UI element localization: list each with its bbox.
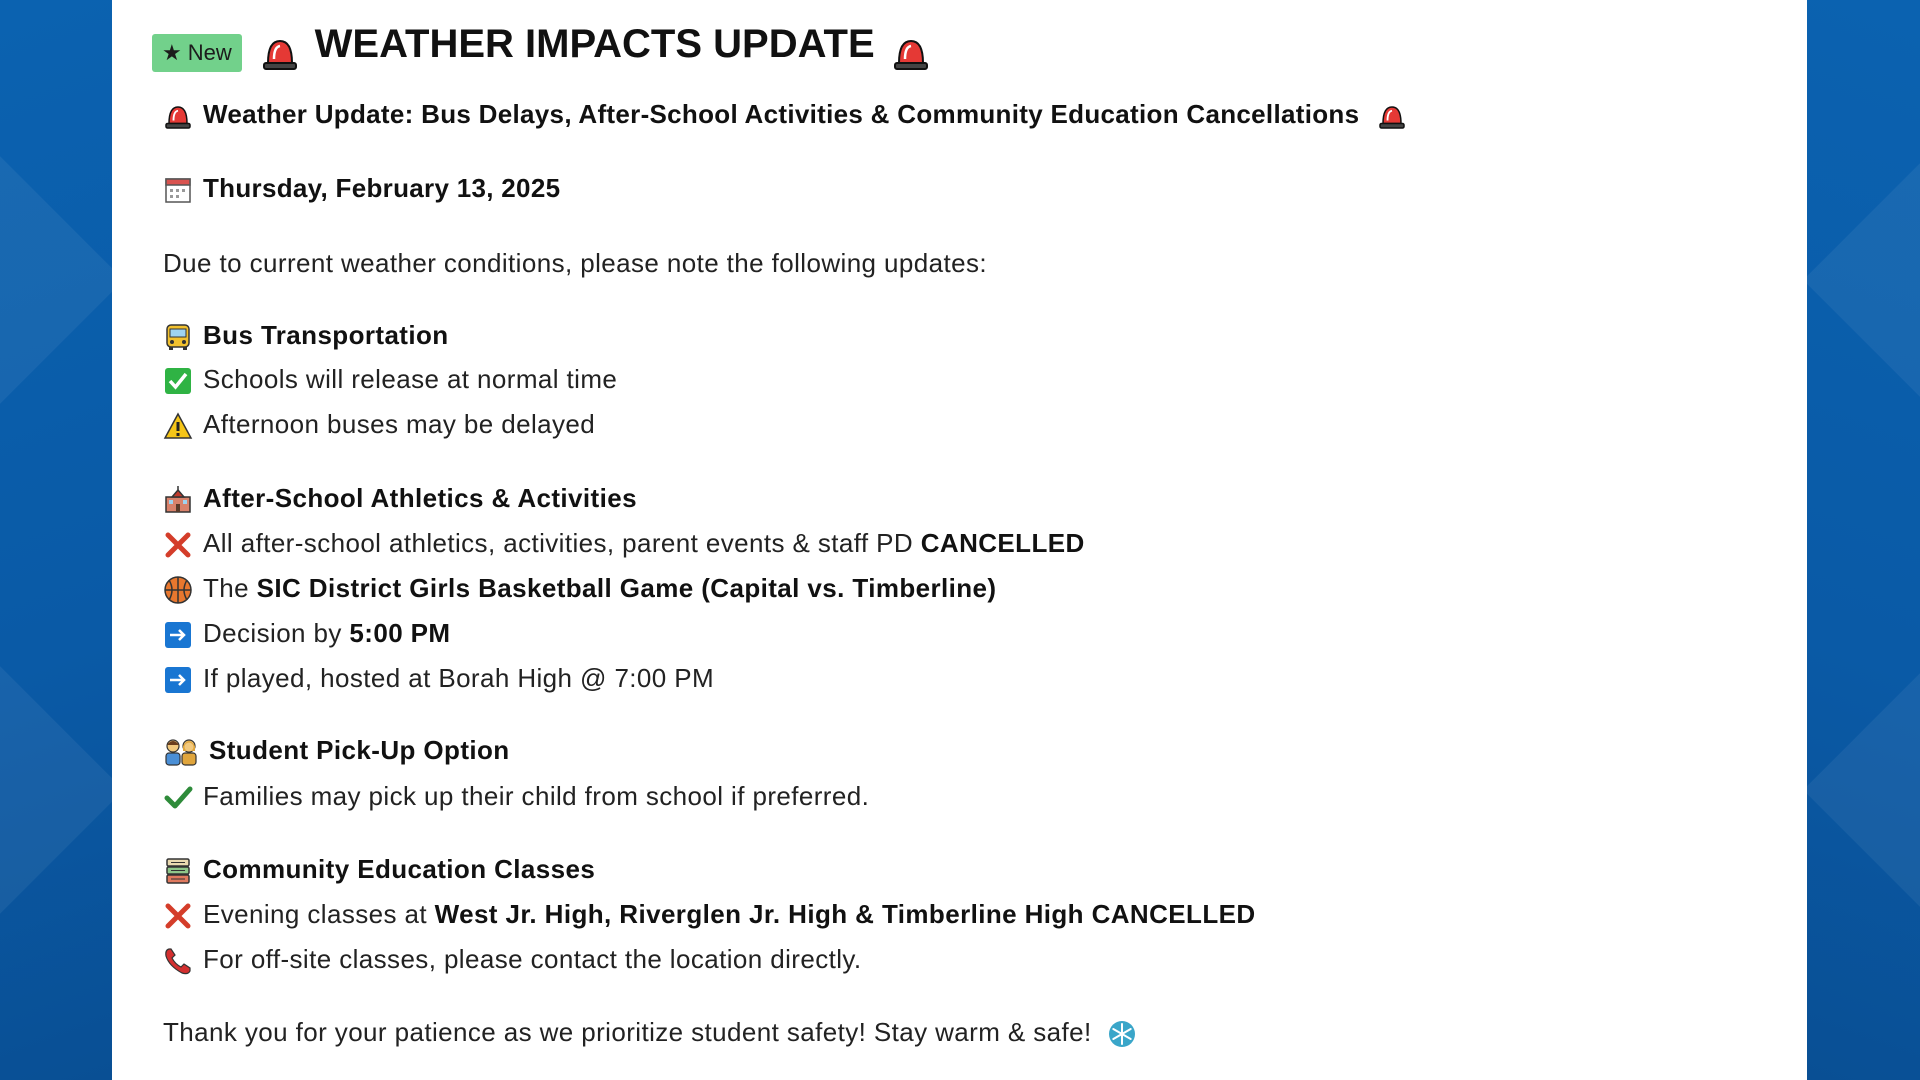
bus-heading-text: Bus Transportation [203,320,449,350]
siren-icon [163,101,193,131]
badge-label: New [187,39,232,65]
pickup-heading-text: Student Pick-Up Option [209,735,510,765]
list-item [163,409,595,441]
basketball-icon [163,575,193,605]
siren-icon [260,33,300,73]
list-item [163,663,714,695]
athletics-heading-text: After-School Athletics & Activities [203,483,637,513]
list-item [163,573,996,605]
bus-section-heading [163,320,449,352]
list-item-emphasis: West Jr. High, Riverglen Jr. High & Timberline High CANCELLED [434,899,1256,929]
list-item-text: For off-site classes, please contact the location directly. [203,944,862,974]
closing-row [163,1017,1147,1049]
right-arrow-icon [163,665,193,695]
list-item-text: Evening classes at [203,899,435,929]
books-icon [163,856,193,886]
intro-text: Due to current weather conditions, please note the following updates: [163,248,987,278]
list-item [163,781,869,813]
school-icon [163,485,193,515]
subtitle: Weather Update: Bus Delays, After-School Activities & Community Education Cancellations [203,99,1360,129]
date-text: Thursday, February 13, 2025 [203,173,561,203]
list-item-text: Afternoon buses may be delayed [203,409,596,439]
list-item-text: Families may pick up their child from school if preferred. [203,781,870,811]
list-item-text: Schools will release at normal time [203,364,618,394]
checkmark-icon [163,783,193,813]
closing-text: Thank you for your patience as we prioritize student safety! Stay warm & safe! [163,1017,1092,1047]
list-item-emphasis: SIC District Girls Basketball Game (Capital vs. Timberline) [256,573,997,603]
list-item [163,528,1085,560]
list-item [163,364,617,396]
page-title: WEATHER IMPACTS UPDATE [314,22,875,66]
siren-icon [891,33,931,73]
subtitle-row [163,99,1417,131]
list-item-text: If played, hosted at Borah High @ 7:00 PM [203,663,715,693]
siren-icon [1377,101,1407,131]
list-item-emphasis: 5:00 PM [349,618,451,648]
star-icon: ★ [162,39,182,65]
athletics-section-heading [163,483,637,515]
family-icon [163,737,199,767]
bus-icon [163,322,193,352]
telephone-icon [163,946,193,976]
right-arrow-icon [163,620,193,650]
date-row [163,173,560,205]
list-item [163,618,450,650]
new-badge [152,34,242,72]
list-item-emphasis: CANCELLED [920,528,1085,558]
background-right [1807,0,1920,1080]
warning-icon [163,411,193,441]
list-item [163,899,1256,931]
cross-mark-icon [163,901,193,931]
list-item-text: The [203,573,257,603]
list-item [163,944,862,976]
snowflake-icon [1107,1019,1137,1049]
community-heading-text: Community Education Classes [203,854,596,884]
pickup-section-heading [163,735,510,767]
calendar-icon [163,175,193,205]
background-left [0,0,112,1080]
community-section-heading [163,854,595,886]
list-item-text: Decision by [203,618,350,648]
title-row [152,22,941,73]
check-box-icon [163,366,193,396]
announcement-panel [112,0,1807,1080]
list-item-text: All after-school athletics, activities, parent events & staff PD [203,528,921,558]
cross-mark-icon [163,530,193,560]
